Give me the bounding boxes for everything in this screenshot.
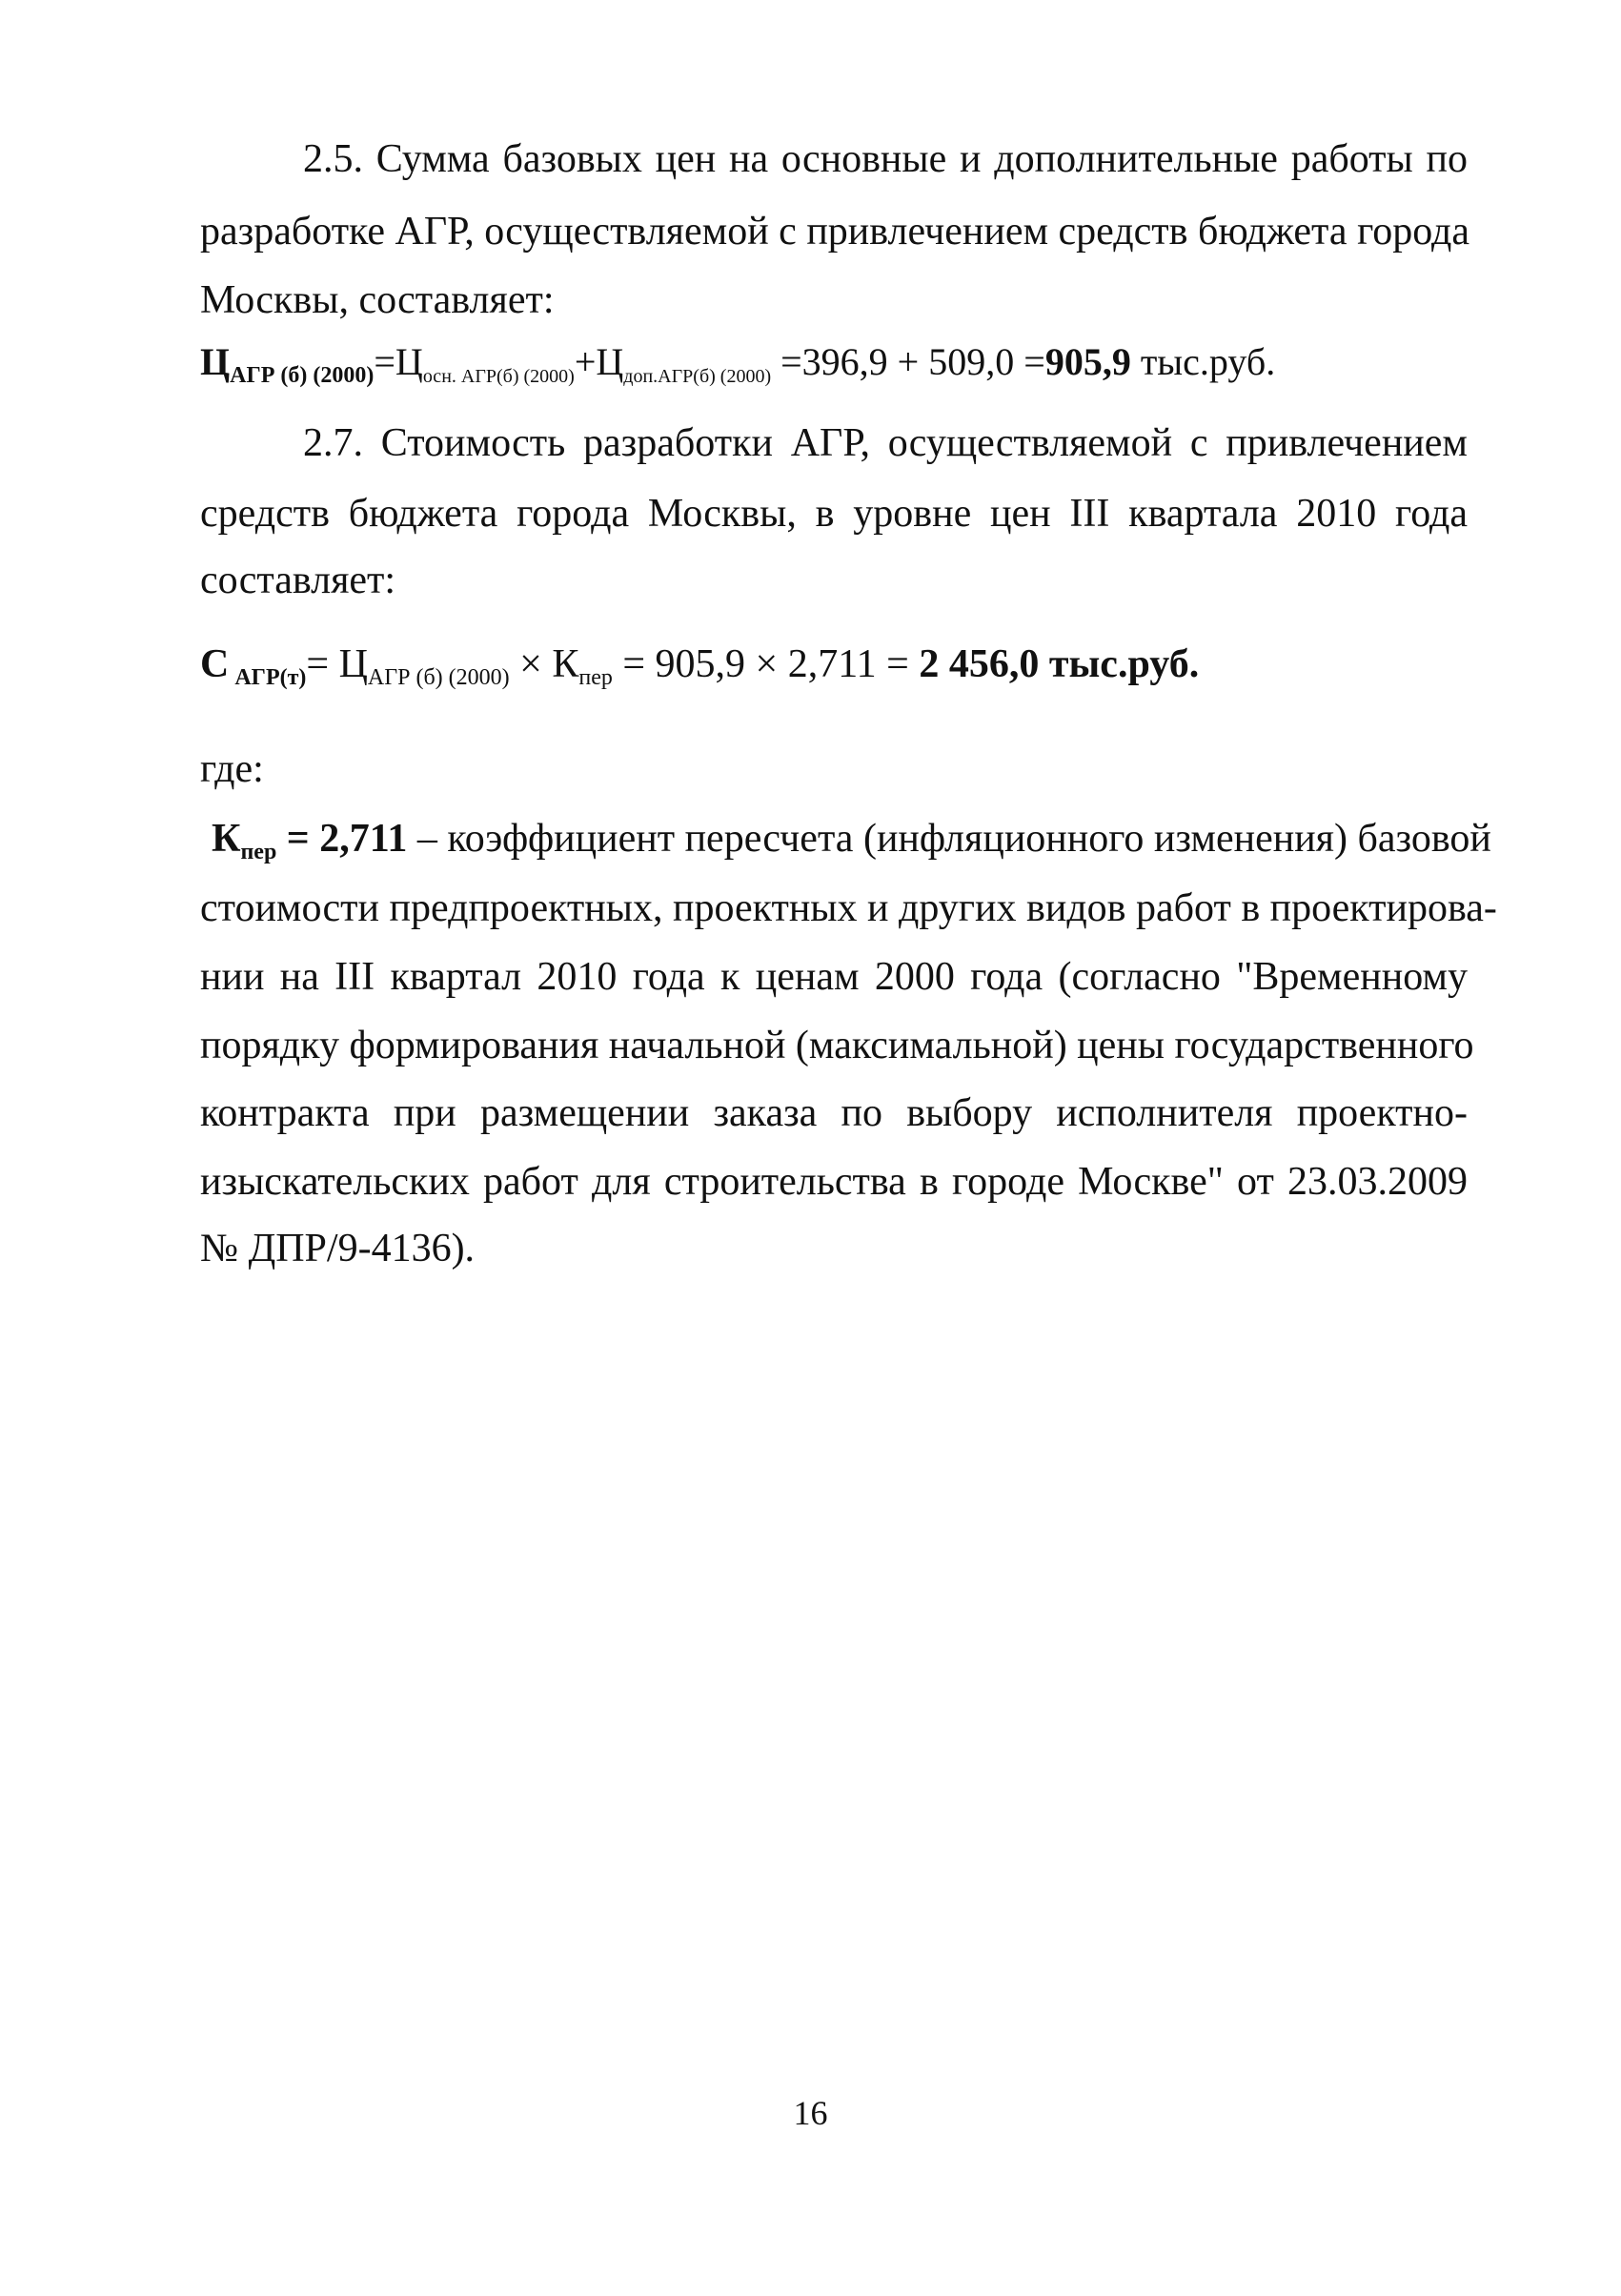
section-2-5-line-1: 2.5. Сумма базовых цен на основные и дополнительные работы по [303,137,1468,181]
section-2-7-line-2: средств бюджета города Москвы, в уровне цен III квартала 2010 года [200,492,1468,536]
formula2-times: × [509,642,553,686]
formula1-term2-subscript: доп.АГР(б) (2000) [623,366,772,387]
coefficient-line-5: контракта при размещении заказа по выбору исполнителя проектно- [200,1091,1468,1135]
formula1-term1-symbol: Ц [395,340,423,383]
formula2-equals: = [306,642,339,686]
coefficient-subscript: пер [240,840,277,864]
formula1-plus: + [574,340,597,383]
section-2-5-line-2: разработке АГР, осуществляемой с привлечением средств бюджета города [200,210,1470,254]
formula-cost [200,640,1468,701]
coefficient-line-1 [212,815,1491,876]
formula1-unit: тыс.руб. [1130,340,1276,383]
formula2-k-subscript: пер [578,665,613,690]
formula2-term1-symbol: Ц [338,642,368,686]
formula2-term1-subscript: АГР (б) (2000) [367,665,510,690]
formula2-k-symbol: К [552,642,579,686]
coefficient-line-7: № ДПР/9-4136). [200,1227,476,1270]
formula2-lhs-symbol: С [200,642,230,686]
formula2-lhs-subscript: АГР(т) [229,665,307,690]
formula2-result: 2 456,0 тыс.руб. [919,642,1200,686]
formula1-lhs-symbol: Ц [200,340,231,383]
page-number: 16 [793,2094,828,2132]
formula1-rhs: =396,9 + 509,0 = [771,340,1045,383]
coefficient-line-2: стоимости предпроектных, проектных и других видов работ в проектирова- [200,886,1497,930]
formula1-term2-symbol: Ц [596,340,624,383]
formula1-lhs-subscript: АГР (б) (2000) [230,363,375,388]
section-2-5-line-3: Москвы, составляет: [200,278,555,322]
formula2-rhs: = 905,9 × 2,711 = [612,642,920,686]
formula1-term1-subscript: осн. АГР(б) (2000) [422,366,575,387]
where-label: где: [200,747,264,791]
formula1-result: 905,9 [1044,340,1131,383]
coefficient-value: = 2,711 [276,817,408,861]
formula-base-price [200,338,1468,400]
coefficient-line-3: нии на III квартал 2010 года к ценам 2000 года (согласно "Временному [200,955,1468,999]
coefficient-description-start: – коэффициент пересчета (инфляционного изменения) базовой [407,817,1491,861]
section-2-7-line-1: 2.7. Стоимость разработки АГР, осуществляемой с привлечением [303,421,1468,465]
coefficient-line-6: изыскательских работ для строительства в городе Москве" от 23.03.2009 [200,1160,1468,1204]
coefficient-line-4: порядку формирования начальной (максимальной) цены государственного [200,1024,1474,1067]
formula1-equals: = [374,340,395,383]
section-2-7-line-3: составляет: [200,559,396,602]
coefficient-symbol: К [212,817,241,861]
